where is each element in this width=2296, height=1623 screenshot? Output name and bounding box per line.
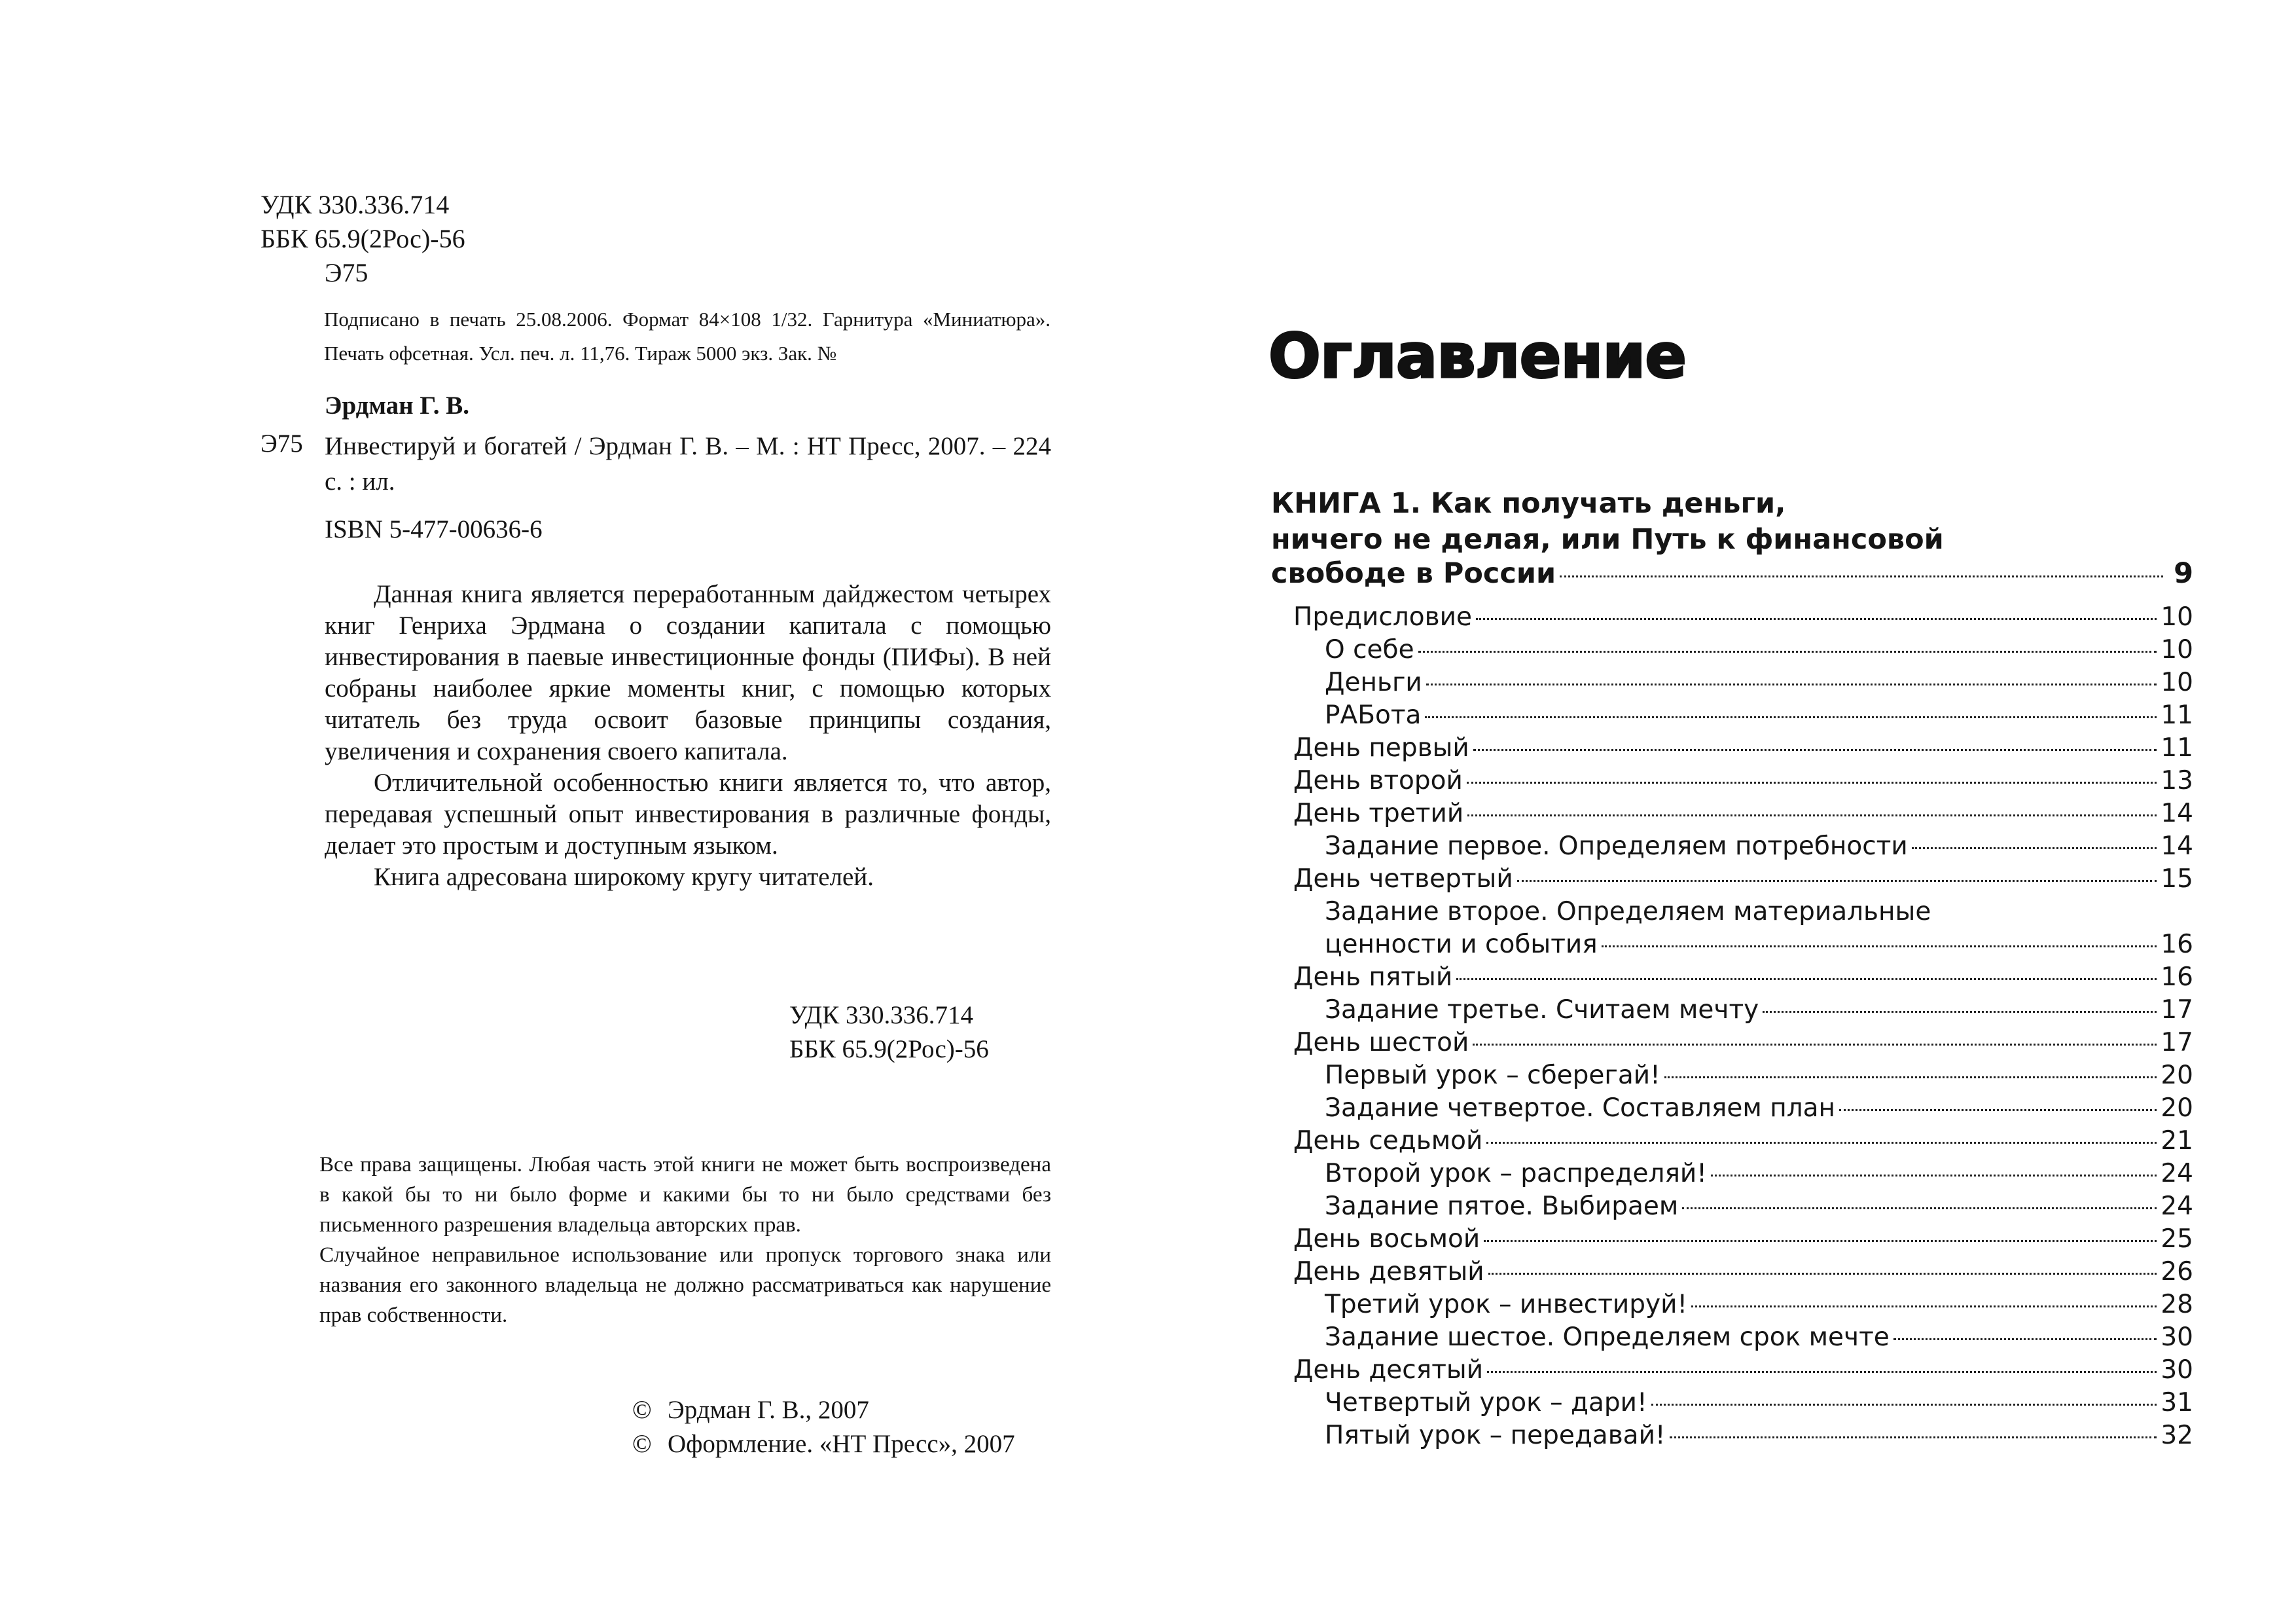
- toc-entry-label: День девятый: [1293, 1257, 1484, 1286]
- toc-entry-page: 24: [2161, 1159, 2193, 1188]
- toc-dot-leader: [1418, 651, 2157, 653]
- toc-entry-label: День шестой: [1293, 1028, 1469, 1057]
- rights-notice: [319, 1150, 1051, 1330]
- toc-dot-leader: [1560, 575, 2163, 577]
- toc-entry-page: 20: [2161, 1061, 2193, 1090]
- toc-entry[interactable]: [1293, 798, 2193, 830]
- toc-entry[interactable]: [1293, 864, 2193, 895]
- toc-entry[interactable]: [1325, 1158, 2193, 1190]
- udk-bottom: УДК 330.336.714: [789, 1001, 974, 1029]
- toc-entry[interactable]: [1293, 1224, 2193, 1255]
- rights-paragraph: Все права защищены. Любая часть этой книги не может быть воспроизведена в какой бы то ни было форме и какими бы то ни было средствами без письменного разрешения владельца авторских прав.: [319, 1153, 1051, 1237]
- copyright-design-text: Оформление. «НТ Пресс», 2007: [668, 1430, 1015, 1458]
- toc-entry-page: 16: [2161, 962, 2193, 992]
- toc-entry-label: Задание первое. Определяем потребности: [1325, 831, 1908, 861]
- toc-dot-leader: [1651, 1404, 2157, 1406]
- toc-dot-leader: [1711, 1175, 2157, 1176]
- toc-dot-leader: [1484, 1240, 2157, 1242]
- toc-entry[interactable]: [1293, 962, 2193, 993]
- toc-entry-label: День первый: [1293, 733, 1469, 763]
- toc-dot-leader: [1425, 716, 2157, 718]
- toc-dot-leader: [1467, 782, 2157, 784]
- toc-dot-leader: [1912, 847, 2157, 849]
- toc-entry-page: 31: [2161, 1388, 2193, 1417]
- toc-entry-label: Четвертый урок – дари!: [1325, 1388, 1647, 1417]
- toc-entry[interactable]: [1325, 700, 2193, 731]
- toc-entry[interactable]: [1325, 896, 2193, 928]
- toc-entry[interactable]: [1325, 1289, 2193, 1321]
- toc-entry-page: 28: [2161, 1290, 2193, 1319]
- toc-entry-page: 16: [2161, 930, 2193, 959]
- isbn: ISBN 5-477-00636-6: [325, 515, 543, 543]
- toc-entry[interactable]: [1325, 1420, 2193, 1451]
- toc-dot-leader: [1488, 1273, 2157, 1275]
- toc-entry-page: 21: [2161, 1126, 2193, 1156]
- toc-entry-label: Пятый урок – передавай!: [1325, 1421, 1666, 1450]
- toc-entry-label: Третий урок – инвестируй!: [1325, 1290, 1688, 1319]
- toc-entry-page: 17: [2161, 995, 2193, 1025]
- toc-entry[interactable]: [1293, 765, 2193, 797]
- toc-dot-leader: [1664, 1076, 2157, 1078]
- toc-entry-label: День пятый: [1293, 962, 1453, 992]
- toc-entry[interactable]: [1293, 1125, 2193, 1157]
- toc-entry-page: 11: [2161, 701, 2193, 730]
- annotation-paragraph: Книга адресована широкому кругу читателей.: [374, 863, 874, 891]
- toc-entry-label: свободе в России: [1271, 557, 1556, 590]
- toc-entry-page: 32: [2161, 1421, 2193, 1450]
- toc-entry[interactable]: [1325, 634, 2193, 666]
- toc-entry[interactable]: [1293, 1256, 2193, 1288]
- toc-entry-page: 26: [2161, 1257, 2193, 1286]
- toc-entry[interactable]: [1325, 1387, 2193, 1419]
- toc-entry-label: РАБота: [1325, 701, 1422, 730]
- toc-entry-page: 10: [2161, 668, 2193, 697]
- toc-dot-leader: [1467, 814, 2157, 816]
- toc-entry[interactable]: [1293, 1027, 2193, 1059]
- toc-entry-page: 10: [2161, 602, 2193, 632]
- toc-entry[interactable]: [1325, 1060, 2193, 1091]
- toc-entry-page: 14: [2161, 799, 2193, 828]
- toc-dot-leader: [1473, 749, 2157, 751]
- toc-dot-leader: [1486, 1142, 2157, 1144]
- toc-entry[interactable]: [1325, 1093, 2193, 1124]
- toc-entry-page: 13: [2161, 766, 2193, 795]
- toc-entry-label: День восьмой: [1293, 1224, 1480, 1254]
- annotation: [325, 579, 1051, 893]
- toc-entry-page: 25: [2161, 1224, 2193, 1254]
- right-page: [1148, 0, 2296, 1623]
- toc-entry-page: 11: [2161, 733, 2193, 763]
- toc-dot-leader: [1456, 978, 2157, 980]
- toc-entry[interactable]: [1325, 831, 2193, 862]
- toc-entry[interactable]: [1325, 1191, 2193, 1222]
- toc-entry[interactable]: [1293, 602, 2193, 633]
- toc-entry-page: 10: [2161, 635, 2193, 665]
- author-name: Эрдман Г. В.: [325, 392, 470, 420]
- copyright-symbol: ©: [632, 1396, 652, 1424]
- toc-entry-page: 15: [2161, 864, 2193, 894]
- toc-entry[interactable]: [1325, 994, 2193, 1026]
- toc-entry-page: 9: [2174, 557, 2193, 590]
- bibliographic-record: Инвестируй и богатей / Эрдман Г. В. – М. : НТ Пресс, 2007. – 224 с. : ил.: [325, 432, 1051, 496]
- copyright-author: [632, 1395, 869, 1425]
- annotation-paragraph: Данная книга является переработанным дайджестом четырех книг Генриха Эрдмана о создании капитала с помощью инвестирования в паевые инвестиционные фонды (ПИФы). В ней собраны наиболее яркие моменты книг, с помощью которых читатель без труда освоит базовые принципы создания, увеличения и сохранения своего капитала.: [325, 580, 1051, 765]
- toc-entry-label: ценности и события: [1325, 930, 1598, 959]
- toc-entry-label: Деньги: [1325, 668, 1422, 697]
- bbk-bottom: ББК 65.9(2Рос)-56: [789, 1035, 989, 1063]
- toc-dot-leader: [1839, 1109, 2157, 1111]
- bbk-top: ББК 65.9(2Рос)-56: [260, 224, 465, 253]
- toc-entry-label: Задание третье. Считаем мечту: [1325, 995, 1759, 1025]
- toc-dot-leader: [1473, 1044, 2157, 1046]
- toc-entry-page: 24: [2161, 1192, 2193, 1221]
- toc-entry-label: День седьмой: [1293, 1126, 1483, 1156]
- copyright-author-text: Эрдман Г. В., 2007: [668, 1396, 869, 1424]
- toc-entry-label: Задание второе. Определяем материальные: [1325, 897, 1931, 926]
- toc-title: Оглавление: [1268, 321, 1686, 392]
- toc-dot-leader: [1691, 1305, 2157, 1307]
- toc-entry-label: Второй урок – распределяй!: [1325, 1159, 1707, 1188]
- toc-entry-label: Задание пятое. Выбираем: [1325, 1192, 1679, 1221]
- toc-entry-label: День десятый: [1293, 1355, 1484, 1385]
- toc-entry[interactable]: [1325, 929, 2193, 960]
- author-code-side: Э75: [260, 429, 303, 458]
- toc-entry-label: Первый урок – сберегай!: [1325, 1061, 1660, 1090]
- toc-entry[interactable]: [1325, 667, 2193, 699]
- toc-dot-leader: [1426, 684, 2157, 685]
- udk-top: УДК 330.336.714: [260, 190, 450, 219]
- toc-dot-leader: [1602, 945, 2157, 947]
- toc-entry-label: Предисловие: [1293, 602, 1472, 632]
- toc-entry-label: Задание четвертое. Составляем план: [1325, 1093, 1836, 1123]
- toc-entry[interactable]: [1293, 1355, 2193, 1386]
- imprint-text: Подписано в печать 25.08.2006. Формат 84×108 1/32. Гарнитура «Миниатюра». Печать офсетная. Усл. печ. л. 11,76. Тираж 5000 экз. Зак. №: [324, 308, 1050, 365]
- toc-entry-label: День второй: [1293, 766, 1463, 795]
- toc-entry[interactable]: [1271, 558, 2193, 589]
- toc-entry-page: 14: [2161, 831, 2193, 861]
- toc-entry[interactable]: [1325, 1322, 2193, 1353]
- author-code-top: Э75: [325, 258, 368, 287]
- toc-dot-leader: [1670, 1436, 2157, 1438]
- toc-entry-label: О себе: [1325, 635, 1414, 665]
- rights-paragraph: Случайное неправильное использование или пропуск торгового знака или названия его законного владельца не должно рассматриваться как нарушение прав собственности.: [319, 1243, 1051, 1327]
- book-title-line: КНИГА 1. Как получать деньги,: [1271, 487, 1786, 520]
- toc-entry-page: 17: [2161, 1028, 2193, 1057]
- toc-dot-leader: [1682, 1207, 2157, 1209]
- toc-entry-label: День третий: [1293, 799, 1464, 828]
- book-title-line: ничего не делая, или Путь к финансовой: [1271, 523, 1944, 556]
- toc-entry-label: Задание шестое. Определяем срок мечте: [1325, 1322, 1890, 1352]
- toc-dot-leader: [1487, 1371, 2157, 1373]
- toc-dot-leader: [1517, 880, 2157, 882]
- toc-entry[interactable]: [1293, 733, 2193, 764]
- toc-dot-leader: [1476, 618, 2157, 620]
- toc-entry-label: День четвертый: [1293, 864, 1513, 894]
- toc-entry-page: 20: [2161, 1093, 2193, 1123]
- annotation-paragraph: Отличительной особенностью книги является то, что автор, передавая успешный опыт инвестирования в различные фонды, делает это простым и доступным языком.: [325, 769, 1051, 860]
- toc-dot-leader: [1763, 1011, 2157, 1013]
- toc-entry-page: 30: [2161, 1355, 2193, 1385]
- toc-entry-page: 30: [2161, 1322, 2193, 1352]
- toc-dot-leader: [1893, 1338, 2157, 1340]
- copyright-symbol: ©: [632, 1430, 652, 1458]
- copyright-design: [632, 1429, 1015, 1459]
